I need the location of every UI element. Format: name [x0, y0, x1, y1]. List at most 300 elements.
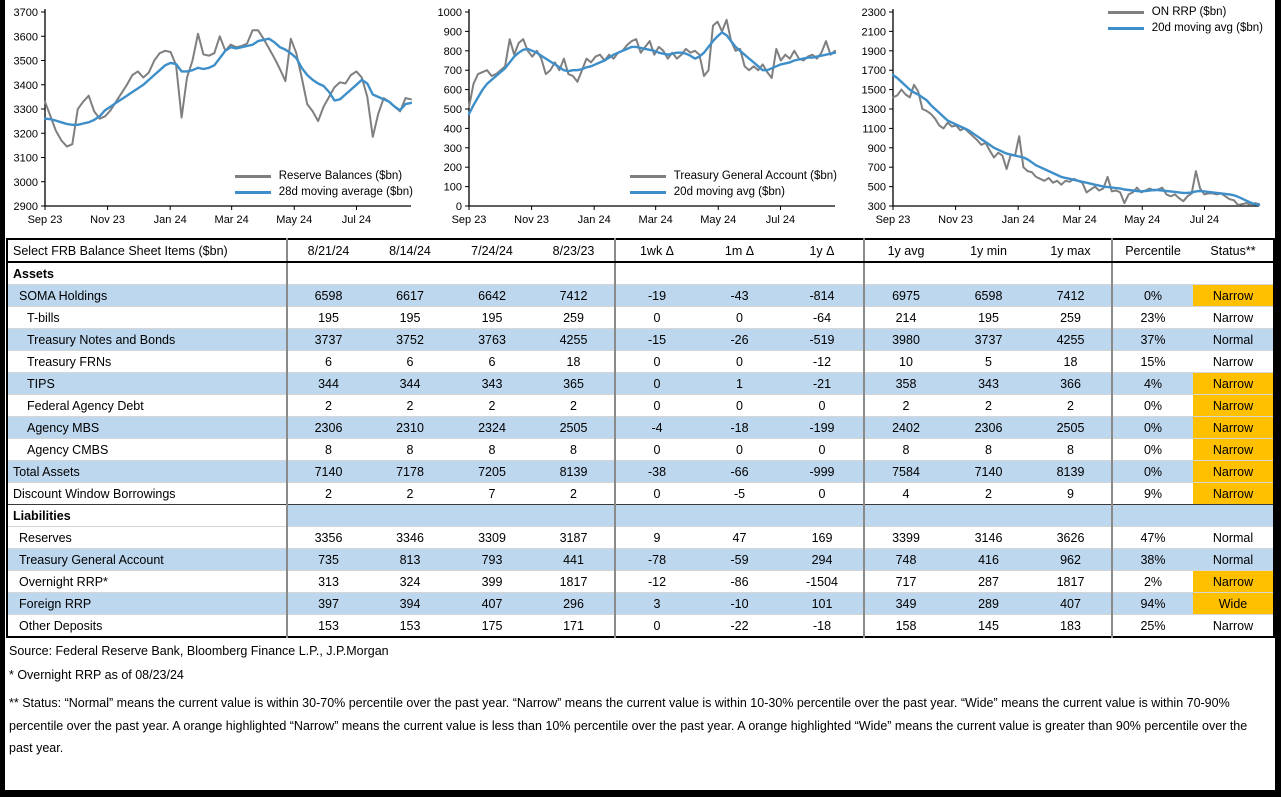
- value-cell: 0: [615, 351, 698, 373]
- table-header-cell: 1y avg: [864, 239, 947, 262]
- status-cell: Narrow: [1193, 571, 1274, 593]
- value-cell: -10: [698, 593, 781, 615]
- footnotes: [5, 638, 1275, 760]
- row-label: Foreign RRP: [7, 593, 287, 615]
- value-cell: 8: [864, 439, 947, 461]
- row-label: Treasury Notes and Bonds: [7, 329, 287, 351]
- y-axis-tick-label: 500: [867, 181, 886, 194]
- value-cell: 2306: [287, 417, 369, 439]
- value-cell: 3146: [947, 527, 1030, 549]
- value-cell: 343: [947, 373, 1030, 395]
- value-cell: 101: [781, 593, 864, 615]
- x-axis-tick-label: Sep 23: [451, 214, 487, 226]
- chart-legend: [1108, 6, 1263, 34]
- status-cell: Narrow: [1193, 373, 1274, 395]
- x-axis-tick-label: Jan 24: [1001, 214, 1035, 226]
- x-axis-tick-label: Sep 23: [27, 214, 63, 226]
- percentile-cell: 38%: [1112, 549, 1193, 571]
- y-axis-tick-label: 2100: [861, 26, 886, 39]
- value-cell: 717: [864, 571, 947, 593]
- table-row: [7, 285, 1274, 307]
- status-cell: Narrow: [1193, 461, 1274, 483]
- table-row: [7, 461, 1274, 483]
- status-cell: Narrow: [1193, 351, 1274, 373]
- percentile-cell: 47%: [1112, 527, 1193, 549]
- y-axis-tick-label: 500: [443, 104, 462, 116]
- value-cell: -78: [615, 549, 698, 571]
- value-cell: 2: [287, 395, 369, 417]
- value-cell: 8: [1030, 439, 1112, 461]
- value-cell: 0: [781, 395, 864, 417]
- y-axis-tick-label: 900: [443, 26, 462, 39]
- value-cell: -38: [615, 461, 698, 483]
- value-cell: 8: [947, 439, 1030, 461]
- value-cell: 2: [533, 483, 615, 505]
- empty-cell: [1112, 262, 1193, 285]
- value-cell: 259: [533, 307, 615, 329]
- value-cell: 3763: [451, 329, 533, 351]
- legend-line-swatch: [1108, 27, 1144, 30]
- table-row: [7, 373, 1274, 395]
- value-cell: 2: [369, 483, 451, 505]
- value-cell: 0: [615, 373, 698, 395]
- empty-cell: [451, 262, 533, 285]
- status-cell: Normal: [1193, 549, 1274, 571]
- table-row: [7, 615, 1274, 638]
- chart-on-rrp: [853, 0, 1275, 238]
- y-axis-tick-label: 800: [443, 45, 462, 58]
- charts-row: [5, 0, 1275, 238]
- value-cell: 813: [369, 549, 451, 571]
- value-cell: 259: [1030, 307, 1112, 329]
- value-cell: 8: [369, 439, 451, 461]
- y-axis-tick-label: 900: [867, 142, 886, 155]
- value-cell: 748: [864, 549, 947, 571]
- empty-cell: [1112, 505, 1193, 527]
- percentile-cell: 94%: [1112, 593, 1193, 615]
- value-cell: 3399: [864, 527, 947, 549]
- value-cell: -64: [781, 307, 864, 329]
- value-cell: -519: [781, 329, 864, 351]
- row-label: Agency MBS: [7, 417, 287, 439]
- value-cell: -66: [698, 461, 781, 483]
- value-cell: 3737: [947, 329, 1030, 351]
- legend-item: [235, 186, 413, 198]
- value-cell: 0: [615, 395, 698, 417]
- y-axis-tick-label: 3100: [13, 152, 38, 165]
- table-header-cell: 8/21/24: [287, 239, 369, 262]
- table-row: [7, 307, 1274, 329]
- value-cell: 296: [533, 593, 615, 615]
- legend-item: [235, 170, 413, 182]
- row-label: Discount Window Borrowings: [7, 483, 287, 505]
- empty-cell: [533, 262, 615, 285]
- value-cell: 3737: [287, 329, 369, 351]
- y-axis-tick-label: 1500: [861, 84, 886, 97]
- y-axis-tick-label: 2300: [861, 7, 886, 19]
- legend-line-swatch: [630, 191, 666, 194]
- y-axis-tick-label: 3000: [13, 176, 38, 189]
- value-cell: 6: [451, 351, 533, 373]
- value-cell: 5: [947, 351, 1030, 373]
- value-cell: 6598: [287, 285, 369, 307]
- value-cell: 145: [947, 615, 1030, 638]
- empty-cell: [451, 505, 533, 527]
- value-cell: 3752: [369, 329, 451, 351]
- value-cell: -43: [698, 285, 781, 307]
- legend-label: Treasury General Account ($bn): [673, 170, 837, 182]
- chart-treasury-general-account: [429, 0, 853, 238]
- value-cell: 3309: [451, 527, 533, 549]
- status-cell: Wide: [1193, 593, 1274, 615]
- percentile-cell: 9%: [1112, 483, 1193, 505]
- value-cell: 214: [864, 307, 947, 329]
- legend-item: [630, 186, 837, 198]
- value-cell: 8: [533, 439, 615, 461]
- row-label: Liabilities: [7, 505, 287, 527]
- legend-item: [1108, 6, 1263, 18]
- overnight-rrp-note: * Overnight RRP as of 08/23/24: [9, 668, 184, 682]
- status-cell: Narrow: [1193, 417, 1274, 439]
- value-cell: 343: [451, 373, 533, 395]
- legend-label: 20d moving avg ($bn): [1151, 22, 1263, 34]
- value-cell: 962: [1030, 549, 1112, 571]
- empty-cell: [698, 505, 781, 527]
- status-cell: Normal: [1193, 329, 1274, 351]
- y-axis-tick-label: 3200: [13, 128, 38, 141]
- value-cell: 735: [287, 549, 369, 571]
- value-cell: 2324: [451, 417, 533, 439]
- percentile-cell: 37%: [1112, 329, 1193, 351]
- row-label: Assets: [7, 262, 287, 285]
- status-cell: Narrow: [1193, 285, 1274, 307]
- chart-canvas: [429, 0, 853, 238]
- value-cell: 1817: [1030, 571, 1112, 593]
- row-label: TIPS: [7, 373, 287, 395]
- value-cell: 0: [781, 439, 864, 461]
- value-cell: 0: [615, 439, 698, 461]
- empty-cell: [533, 505, 615, 527]
- section-row: [7, 505, 1274, 527]
- balance-sheet-table: [6, 238, 1275, 638]
- table-header-cell: Select FRB Balance Sheet Items ($bn): [7, 239, 287, 262]
- value-cell: 3187: [533, 527, 615, 549]
- value-cell: 0: [698, 307, 781, 329]
- y-axis-tick-label: 700: [867, 162, 886, 175]
- value-cell: 294: [781, 549, 864, 571]
- empty-cell: [287, 262, 369, 285]
- legend-label: ON RRP ($bn): [1151, 6, 1227, 18]
- y-axis-tick-label: 0: [455, 201, 462, 213]
- series-line: [45, 39, 411, 125]
- value-cell: 2: [451, 395, 533, 417]
- table-row: [7, 527, 1274, 549]
- value-cell: 441: [533, 549, 615, 571]
- value-cell: 0: [781, 483, 864, 505]
- value-cell: 6: [287, 351, 369, 373]
- row-label: Agency CMBS: [7, 439, 287, 461]
- value-cell: -999: [781, 461, 864, 483]
- empty-cell: [1193, 262, 1274, 285]
- empty-cell: [615, 262, 698, 285]
- value-cell: 175: [451, 615, 533, 638]
- row-label: Reserves: [7, 527, 287, 549]
- value-cell: -199: [781, 417, 864, 439]
- empty-cell: [1193, 505, 1274, 527]
- value-cell: 6642: [451, 285, 533, 307]
- x-axis-tick-label: May 24: [276, 214, 313, 226]
- report-page: [5, 0, 1275, 790]
- value-cell: 287: [947, 571, 1030, 593]
- value-cell: 0: [615, 615, 698, 638]
- series-line: [893, 85, 1259, 205]
- value-cell: 3980: [864, 329, 947, 351]
- x-axis-tick-label: Nov 23: [938, 214, 974, 226]
- y-axis-tick-label: 1000: [437, 7, 462, 19]
- y-axis-tick-label: 3300: [13, 104, 38, 116]
- value-cell: 313: [287, 571, 369, 593]
- value-cell: 3346: [369, 527, 451, 549]
- value-cell: 8: [451, 439, 533, 461]
- legend-line-swatch: [630, 175, 666, 178]
- table-header-cell: 8/23/23: [533, 239, 615, 262]
- value-cell: 2: [369, 395, 451, 417]
- series-line: [469, 32, 835, 114]
- value-cell: 4: [864, 483, 947, 505]
- value-cell: 2: [533, 395, 615, 417]
- value-cell: 399: [451, 571, 533, 593]
- value-cell: 183: [1030, 615, 1112, 638]
- chart-legend: [630, 170, 837, 198]
- value-cell: 324: [369, 571, 451, 593]
- chart-legend: [235, 170, 413, 198]
- table-row: [7, 571, 1274, 593]
- value-cell: 0: [698, 395, 781, 417]
- legend-item: [630, 170, 837, 182]
- percentile-cell: 4%: [1112, 373, 1193, 395]
- empty-cell: [698, 262, 781, 285]
- value-cell: -15: [615, 329, 698, 351]
- status-definition-note: ** Status: “Normal” means the current value is within 30-70% percentile over the past year. “Narrow” means the current value is within 10-30% percentile over the past year. “Wide” means the current value is within 70-90% percentile over the past year. A orange highlighted “Narrow” means the current value is less than 10% percentile over the past year. A orange highlighted “Wide” means the current value is greater than 90% percentile over the past year.: [9, 696, 1248, 755]
- value-cell: 2310: [369, 417, 451, 439]
- value-cell: -26: [698, 329, 781, 351]
- value-cell: 9: [1030, 483, 1112, 505]
- empty-cell: [947, 262, 1030, 285]
- value-cell: 3356: [287, 527, 369, 549]
- table-row: [7, 395, 1274, 417]
- row-label: Total Assets: [7, 461, 287, 483]
- value-cell: 3626: [1030, 527, 1112, 549]
- value-cell: 7: [451, 483, 533, 505]
- value-cell: -814: [781, 285, 864, 307]
- table-header-cell: 1y max: [1030, 239, 1112, 262]
- row-label: Treasury General Account: [7, 549, 287, 571]
- table-header-cell: 1wk Δ: [615, 239, 698, 262]
- empty-cell: [369, 505, 451, 527]
- y-axis-tick-label: 700: [443, 65, 462, 78]
- value-cell: 2: [947, 395, 1030, 417]
- legend-item: [1108, 22, 1263, 34]
- empty-cell: [864, 505, 947, 527]
- table-row: [7, 417, 1274, 439]
- value-cell: 394: [369, 593, 451, 615]
- row-label: T-bills: [7, 307, 287, 329]
- status-cell: Narrow: [1193, 615, 1274, 638]
- value-cell: 793: [451, 549, 533, 571]
- y-axis-tick-label: 1700: [861, 65, 886, 78]
- percentile-cell: 23%: [1112, 307, 1193, 329]
- empty-cell: [615, 505, 698, 527]
- value-cell: 7205: [451, 461, 533, 483]
- percentile-cell: 0%: [1112, 461, 1193, 483]
- value-cell: 6975: [864, 285, 947, 307]
- empty-cell: [287, 505, 369, 527]
- value-cell: 8139: [1030, 461, 1112, 483]
- table-header-row: [7, 239, 1274, 262]
- x-axis-tick-label: May 24: [700, 214, 737, 226]
- source-note: Source: Federal Reserve Bank, Bloomberg Finance L.P., J.P.Morgan: [9, 644, 389, 658]
- empty-cell: [781, 262, 864, 285]
- value-cell: 7140: [947, 461, 1030, 483]
- legend-line-swatch: [235, 191, 271, 194]
- status-cell: Narrow: [1193, 439, 1274, 461]
- value-cell: 349: [864, 593, 947, 615]
- value-cell: 7412: [1030, 285, 1112, 307]
- value-cell: 407: [451, 593, 533, 615]
- row-label: SOMA Holdings: [7, 285, 287, 307]
- value-cell: 9: [615, 527, 698, 549]
- value-cell: 6: [369, 351, 451, 373]
- x-axis-tick-label: Mar 24: [638, 214, 673, 226]
- status-cell: Narrow: [1193, 307, 1274, 329]
- value-cell: 366: [1030, 373, 1112, 395]
- x-axis-tick-label: Jul 24: [765, 214, 796, 226]
- value-cell: -4: [615, 417, 698, 439]
- value-cell: 7584: [864, 461, 947, 483]
- value-cell: 0: [615, 483, 698, 505]
- value-cell: 4255: [533, 329, 615, 351]
- value-cell: 407: [1030, 593, 1112, 615]
- value-cell: 195: [287, 307, 369, 329]
- value-cell: -22: [698, 615, 781, 638]
- value-cell: 358: [864, 373, 947, 395]
- row-label: Federal Agency Debt: [7, 395, 287, 417]
- value-cell: 7140: [287, 461, 369, 483]
- value-cell: 2402: [864, 417, 947, 439]
- status-cell: Narrow: [1193, 395, 1274, 417]
- value-cell: 153: [369, 615, 451, 638]
- value-cell: 397: [287, 593, 369, 615]
- value-cell: 2: [947, 483, 1030, 505]
- x-axis-tick-label: Jul 24: [341, 214, 372, 226]
- legend-label: Reserve Balances ($bn): [278, 170, 403, 182]
- value-cell: 1: [698, 373, 781, 395]
- x-axis-tick-label: Nov 23: [514, 214, 550, 226]
- y-axis-tick-label: 1100: [862, 123, 886, 136]
- x-axis-tick-label: May 24: [1124, 214, 1161, 226]
- value-cell: -12: [781, 351, 864, 373]
- table-row: [7, 549, 1274, 571]
- empty-cell: [947, 505, 1030, 527]
- percentile-cell: 2%: [1112, 571, 1193, 593]
- table-row: [7, 593, 1274, 615]
- empty-cell: [1030, 262, 1112, 285]
- y-axis-tick-label: 3600: [13, 31, 38, 44]
- y-axis-tick-label: 200: [443, 162, 462, 175]
- chart-canvas: [853, 0, 1275, 238]
- value-cell: 6617: [369, 285, 451, 307]
- value-cell: -18: [698, 417, 781, 439]
- value-cell: 7412: [533, 285, 615, 307]
- value-cell: 365: [533, 373, 615, 395]
- legend-line-swatch: [235, 175, 271, 178]
- percentile-cell: 0%: [1112, 439, 1193, 461]
- x-axis-tick-label: Nov 23: [90, 214, 126, 226]
- value-cell: 195: [369, 307, 451, 329]
- value-cell: 0: [698, 351, 781, 373]
- table-header-cell: 8/14/24: [369, 239, 451, 262]
- empty-cell: [781, 505, 864, 527]
- value-cell: 289: [947, 593, 1030, 615]
- y-axis-tick-label: 2900: [13, 201, 38, 213]
- value-cell: 4255: [1030, 329, 1112, 351]
- table-row: [7, 483, 1274, 505]
- value-cell: 171: [533, 615, 615, 638]
- value-cell: -18: [781, 615, 864, 638]
- y-axis-tick-label: 3500: [13, 55, 38, 68]
- value-cell: 0: [615, 307, 698, 329]
- value-cell: 2505: [533, 417, 615, 439]
- value-cell: 195: [947, 307, 1030, 329]
- value-cell: -5: [698, 483, 781, 505]
- value-cell: 344: [287, 373, 369, 395]
- value-cell: 2306: [947, 417, 1030, 439]
- percentile-cell: 0%: [1112, 285, 1193, 307]
- value-cell: -19: [615, 285, 698, 307]
- value-cell: 1817: [533, 571, 615, 593]
- section-row: [7, 262, 1274, 285]
- value-cell: 158: [864, 615, 947, 638]
- value-cell: 2505: [1030, 417, 1112, 439]
- x-axis-tick-label: Mar 24: [1062, 214, 1097, 226]
- value-cell: 8139: [533, 461, 615, 483]
- x-axis-tick-label: Sep 23: [875, 214, 911, 226]
- table-header-cell: 1y min: [947, 239, 1030, 262]
- row-label: Treasury FRNs: [7, 351, 287, 373]
- series-line: [893, 75, 1259, 205]
- y-axis-tick-label: 100: [443, 181, 462, 194]
- y-axis-tick-label: 300: [443, 142, 462, 155]
- empty-cell: [864, 262, 947, 285]
- table-row: [7, 329, 1274, 351]
- value-cell: 344: [369, 373, 451, 395]
- value-cell: 416: [947, 549, 1030, 571]
- empty-cell: [1030, 505, 1112, 527]
- empty-cell: [369, 262, 451, 285]
- x-axis-tick-label: Jan 24: [577, 214, 611, 226]
- value-cell: 2: [1030, 395, 1112, 417]
- table-header-cell: Percentile: [1112, 239, 1193, 262]
- y-axis-tick-label: 400: [443, 123, 462, 136]
- legend-label: 20d moving avg ($bn): [673, 186, 786, 198]
- value-cell: -59: [698, 549, 781, 571]
- table-row: [7, 351, 1274, 373]
- percentile-cell: 0%: [1112, 395, 1193, 417]
- chart-reserve-balances: [5, 0, 429, 238]
- x-axis-tick-label: Jan 24: [153, 214, 187, 226]
- value-cell: 2: [287, 483, 369, 505]
- y-axis-tick-label: 1900: [861, 45, 886, 58]
